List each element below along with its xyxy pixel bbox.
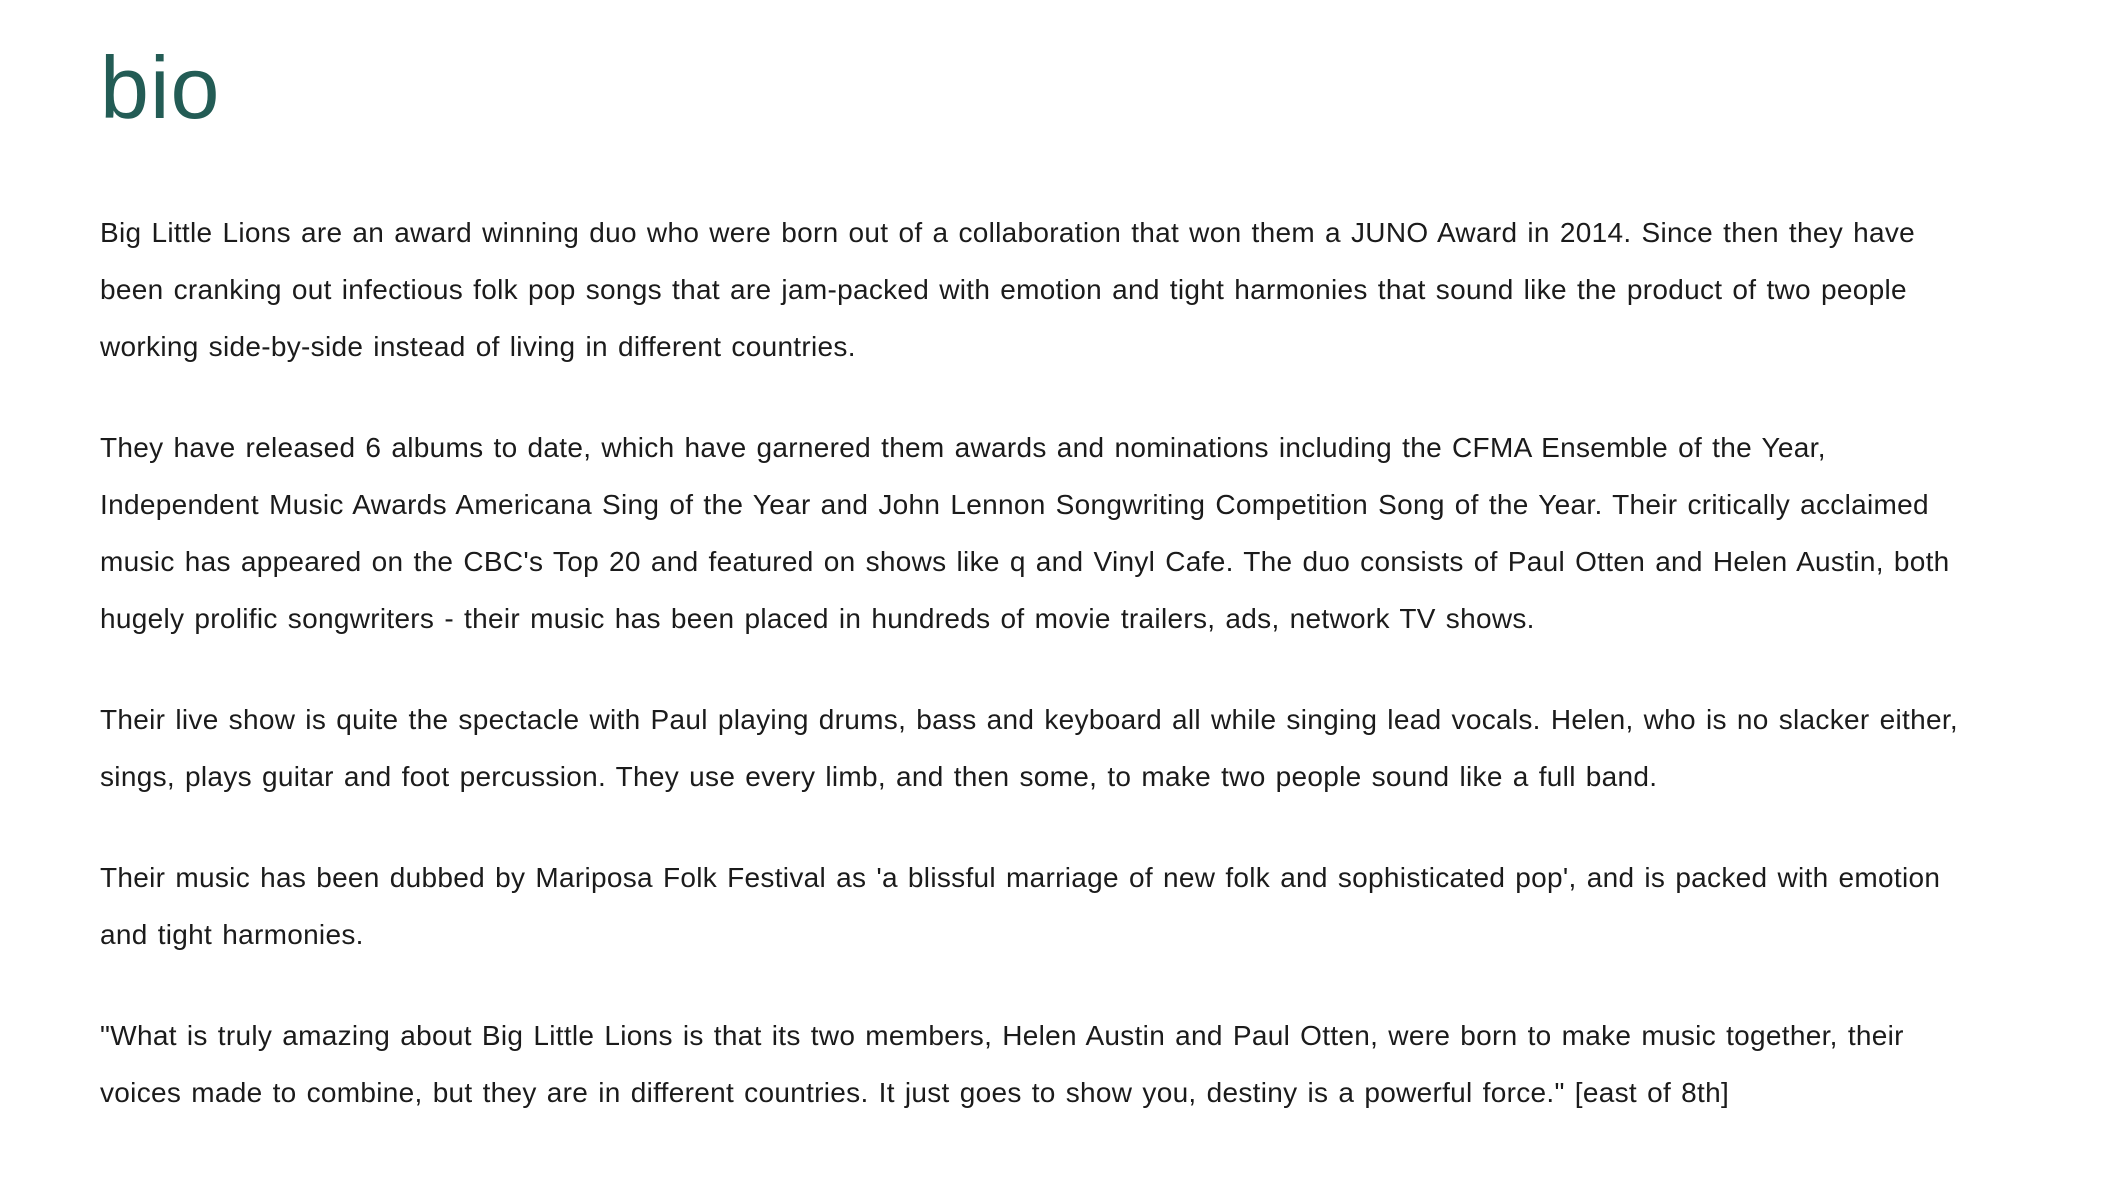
bio-paragraph-4: Their music has been dubbed by Mariposa Folk Festival as 'a blissful marriage of new folk and sophisticated pop', and is packed with emotion and tight harmonies. bbox=[100, 862, 1941, 951]
bio-paragraph-5: "What is truly amazing about Big Little Lions is that its two members, Helen Austin and Paul Otten, were born to make music together, their voices made to combine, but they are in different countries. It just goes to show you, destiny is a powerful force." [east of 8th] bbox=[100, 1020, 1904, 1109]
bio-paragraph-1: Big Little Lions are an award winning duo who were born out of a collaboration that won them a JUNO Award in 2014. Since then they have been cranking out infectious folk pop songs that are jam-packed with emotion and tight harmonies that sound like the product of two people working side-by-side instead of living in different countries. bbox=[100, 217, 1916, 363]
bio-paragraph-3: Their live show is quite the spectacle with Paul playing drums, bass and keyboard all while singing lead vocals. Helen, who is no slacker either, sings, plays guitar and foot percussion. They use every limb, and then some, to make two people sound like a full band. bbox=[100, 704, 1958, 793]
bio-text-block bbox=[100, 204, 1986, 1121]
page-title: bio bbox=[100, 38, 221, 137]
bio-paragraph-2: They have released 6 albums to date, which have garnered them awards and nominations including the CFMA Ensemble of the Year, Independent Music Awards Americana Sing of the Year and John Lennon Songwriting Competition Song of the Year. Their critically acclaimed music has appeared on the CBC's Top 20 and featured on shows like q and Vinyl Cafe. The duo consists of Paul Otten and Helen Austin, both hugely prolific songwriters - their music has been placed in hundreds of movie trailers, ads, network TV shows. bbox=[100, 432, 1950, 635]
